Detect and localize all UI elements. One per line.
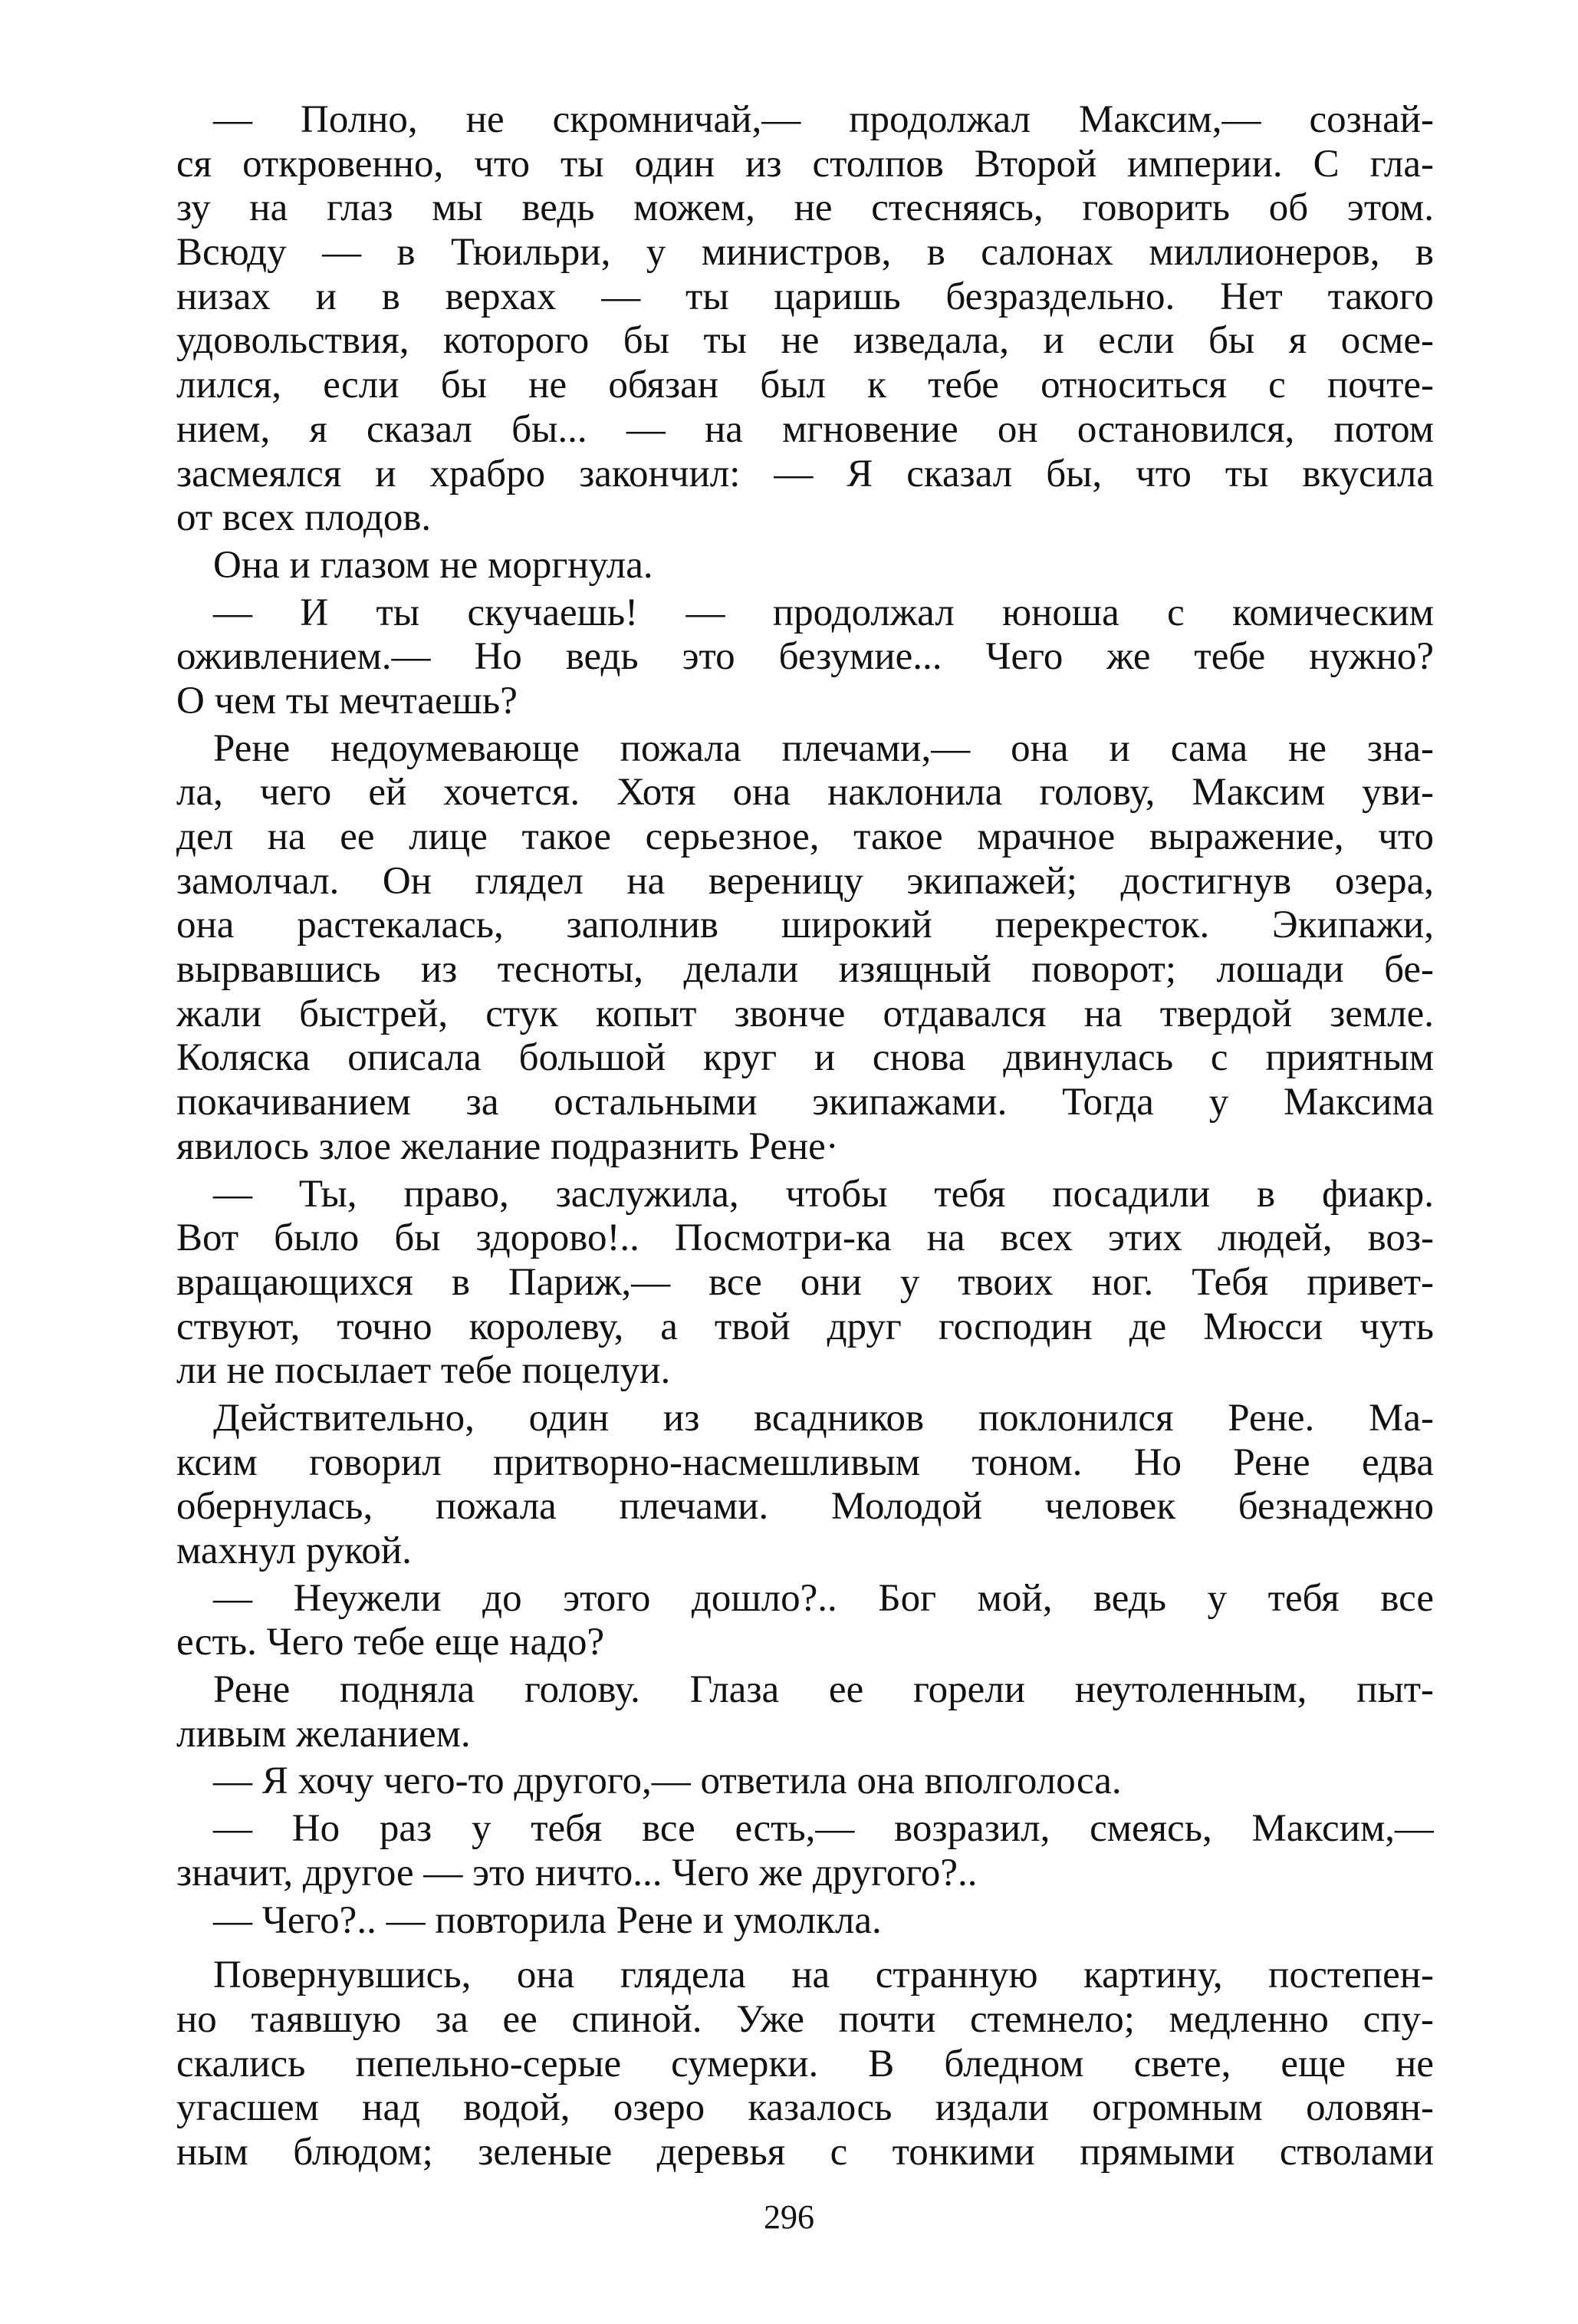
text-line: нием, я сказал бы... — на мгновение он остановился, потом: [176, 407, 1434, 451]
text-line: О чем ты мечтаешь?: [176, 679, 518, 723]
text-line: Рене недоумевающе пожала плечами,— она и сама не зна-: [213, 726, 1434, 770]
text-line: угасшем над водой, озеро казалось издали огромным оловян-: [176, 2086, 1434, 2130]
text-line: — Я хочу чего-то другого,— ответила она вполголоса.: [213, 1759, 1122, 1803]
text-line: зу на глаз мы ведь можем, не стесняясь, говорить об этом.: [176, 186, 1434, 230]
text-line: есть. Чего тебе еще надо?: [176, 1621, 605, 1664]
text-line: замолчал. Он глядел на вереницу экипажей; достигнув озера,: [176, 859, 1434, 903]
text-line: от всех плодов.: [176, 496, 432, 540]
paragraph-gap: [176, 1943, 1434, 1954]
paragraph: [176, 1397, 1434, 1574]
paragraph: [176, 1173, 1434, 1394]
text-line: ли не посылает тебе поцелуи.: [176, 1349, 671, 1393]
text-line: Всюду — в Тюильри, у министров, в салонах миллионеров, в: [176, 231, 1434, 275]
text-line: оживлением.— Но ведь это безумие... Чего же тебе нужно?: [176, 635, 1434, 679]
text-line: покачиванием за остальными экипажами. Тогда у Максима: [176, 1081, 1434, 1124]
text-line: Она и глазом не моргнула.: [213, 543, 653, 587]
paragraph: [176, 1759, 1434, 1804]
text-line: вращающихся в Париж,— все они у твоих ног. Тебя привет-: [176, 1260, 1434, 1304]
paragraph: [176, 544, 1434, 588]
text-line: низах и в верхах — ты царишь безраздельно. Нет такого: [176, 275, 1434, 318]
text-line: обернулась, пожала плечами. Молодой человек безнадежно: [176, 1485, 1434, 1529]
text-line: засмеялся и храбро закончил: — Я сказал бы, что ты вкусила: [176, 452, 1434, 495]
text-line: Коляска описала большой круг и снова двинулась с приятным: [176, 1036, 1434, 1080]
text-line: — Ты, право, заслужила, чтобы тебя посадили в фиакр.: [213, 1172, 1434, 1216]
text-line: — И ты скучаешь! — продолжал юноша с комическим: [213, 591, 1434, 634]
text-line: дел на ее лице такое серьезное, такое мрачное выражение, что: [176, 815, 1434, 858]
text-line: Вот было бы здорово!.. Посмотри-ка на всех этих людей, воз-: [176, 1216, 1434, 1260]
text-line: Повернувшись, она глядела на странную картину, постепен-: [213, 1954, 1434, 1997]
text-line: ным блюдом; зеленые деревья с тонкими прямыми стволами: [176, 2130, 1434, 2174]
text-line: Рене подняла голову. Глаза ее горели неутоленным, пыт-: [213, 1668, 1434, 1712]
paragraph: [176, 1807, 1434, 1895]
text-line: — Неужели до этого дошло?.. Бог мой, ведь у тебя все: [213, 1576, 1434, 1620]
text-line: явилось злое желание подразнить Рене·: [176, 1124, 839, 1168]
text-line: Действительно, один из всадников поклонился Рене. Ма-: [213, 1396, 1434, 1440]
paragraph: [176, 1668, 1434, 1756]
paragraph: [176, 1577, 1434, 1665]
paragraph: [176, 591, 1434, 724]
page-text: [176, 98, 1434, 2175]
text-line: ла, чего ей хочется. Хотя она наклонила голову, Максим уви-: [176, 771, 1434, 815]
text-line: вырвавшись из тесноты, делали изящный поворот; лошади бе-: [176, 948, 1434, 992]
paragraph: [176, 98, 1434, 541]
text-line: — Но раз у тебя все есть,— возразил, смеясь, Максим,—: [213, 1807, 1434, 1851]
text-line: ствуют, точно королеву, а твой друг господин де Мюсси чуть: [176, 1305, 1434, 1348]
text-line: ливым желанием.: [176, 1712, 471, 1756]
paragraph: [176, 1899, 1434, 1944]
text-line: лился, если бы не обязан был к тебе относиться с почте-: [176, 364, 1434, 407]
text-line: махнул рукой.: [176, 1529, 412, 1572]
text-line: — Чего?.. — повторила Рене и умолкла.: [213, 1898, 882, 1942]
text-line: жали быстрей, стук копыт звонче отдавался на твердой земле.: [176, 992, 1434, 1035]
text-line: она растекалась, заполнив широкий перекресток. Экипажи,: [176, 904, 1434, 947]
text-line: ксим говорил притворно-насмешливым тоном. Но Рене едва: [176, 1440, 1434, 1484]
paragraph: [176, 1954, 1434, 2174]
text-line: значит, другое — это ничто... Чего же другого?..: [176, 1851, 978, 1894]
text-line: но таявшую за ее спиной. Уже почти стемнело; медленно спу-: [176, 1997, 1434, 2041]
text-line: ся откровенно, что ты один из столпов Второй империи. С гла-: [176, 142, 1434, 186]
text-line: удовольствия, которого бы ты не изведала, и если бы я осме-: [176, 319, 1434, 363]
text-line: — Полно, не скромничай,— продолжал Максим,— сознай-: [213, 98, 1434, 141]
text-line: скались пепельно-серые сумерки. В бледном свете, еще не: [176, 2042, 1434, 2085]
paragraph: [176, 727, 1434, 1170]
page-number: 296: [764, 2198, 814, 2236]
